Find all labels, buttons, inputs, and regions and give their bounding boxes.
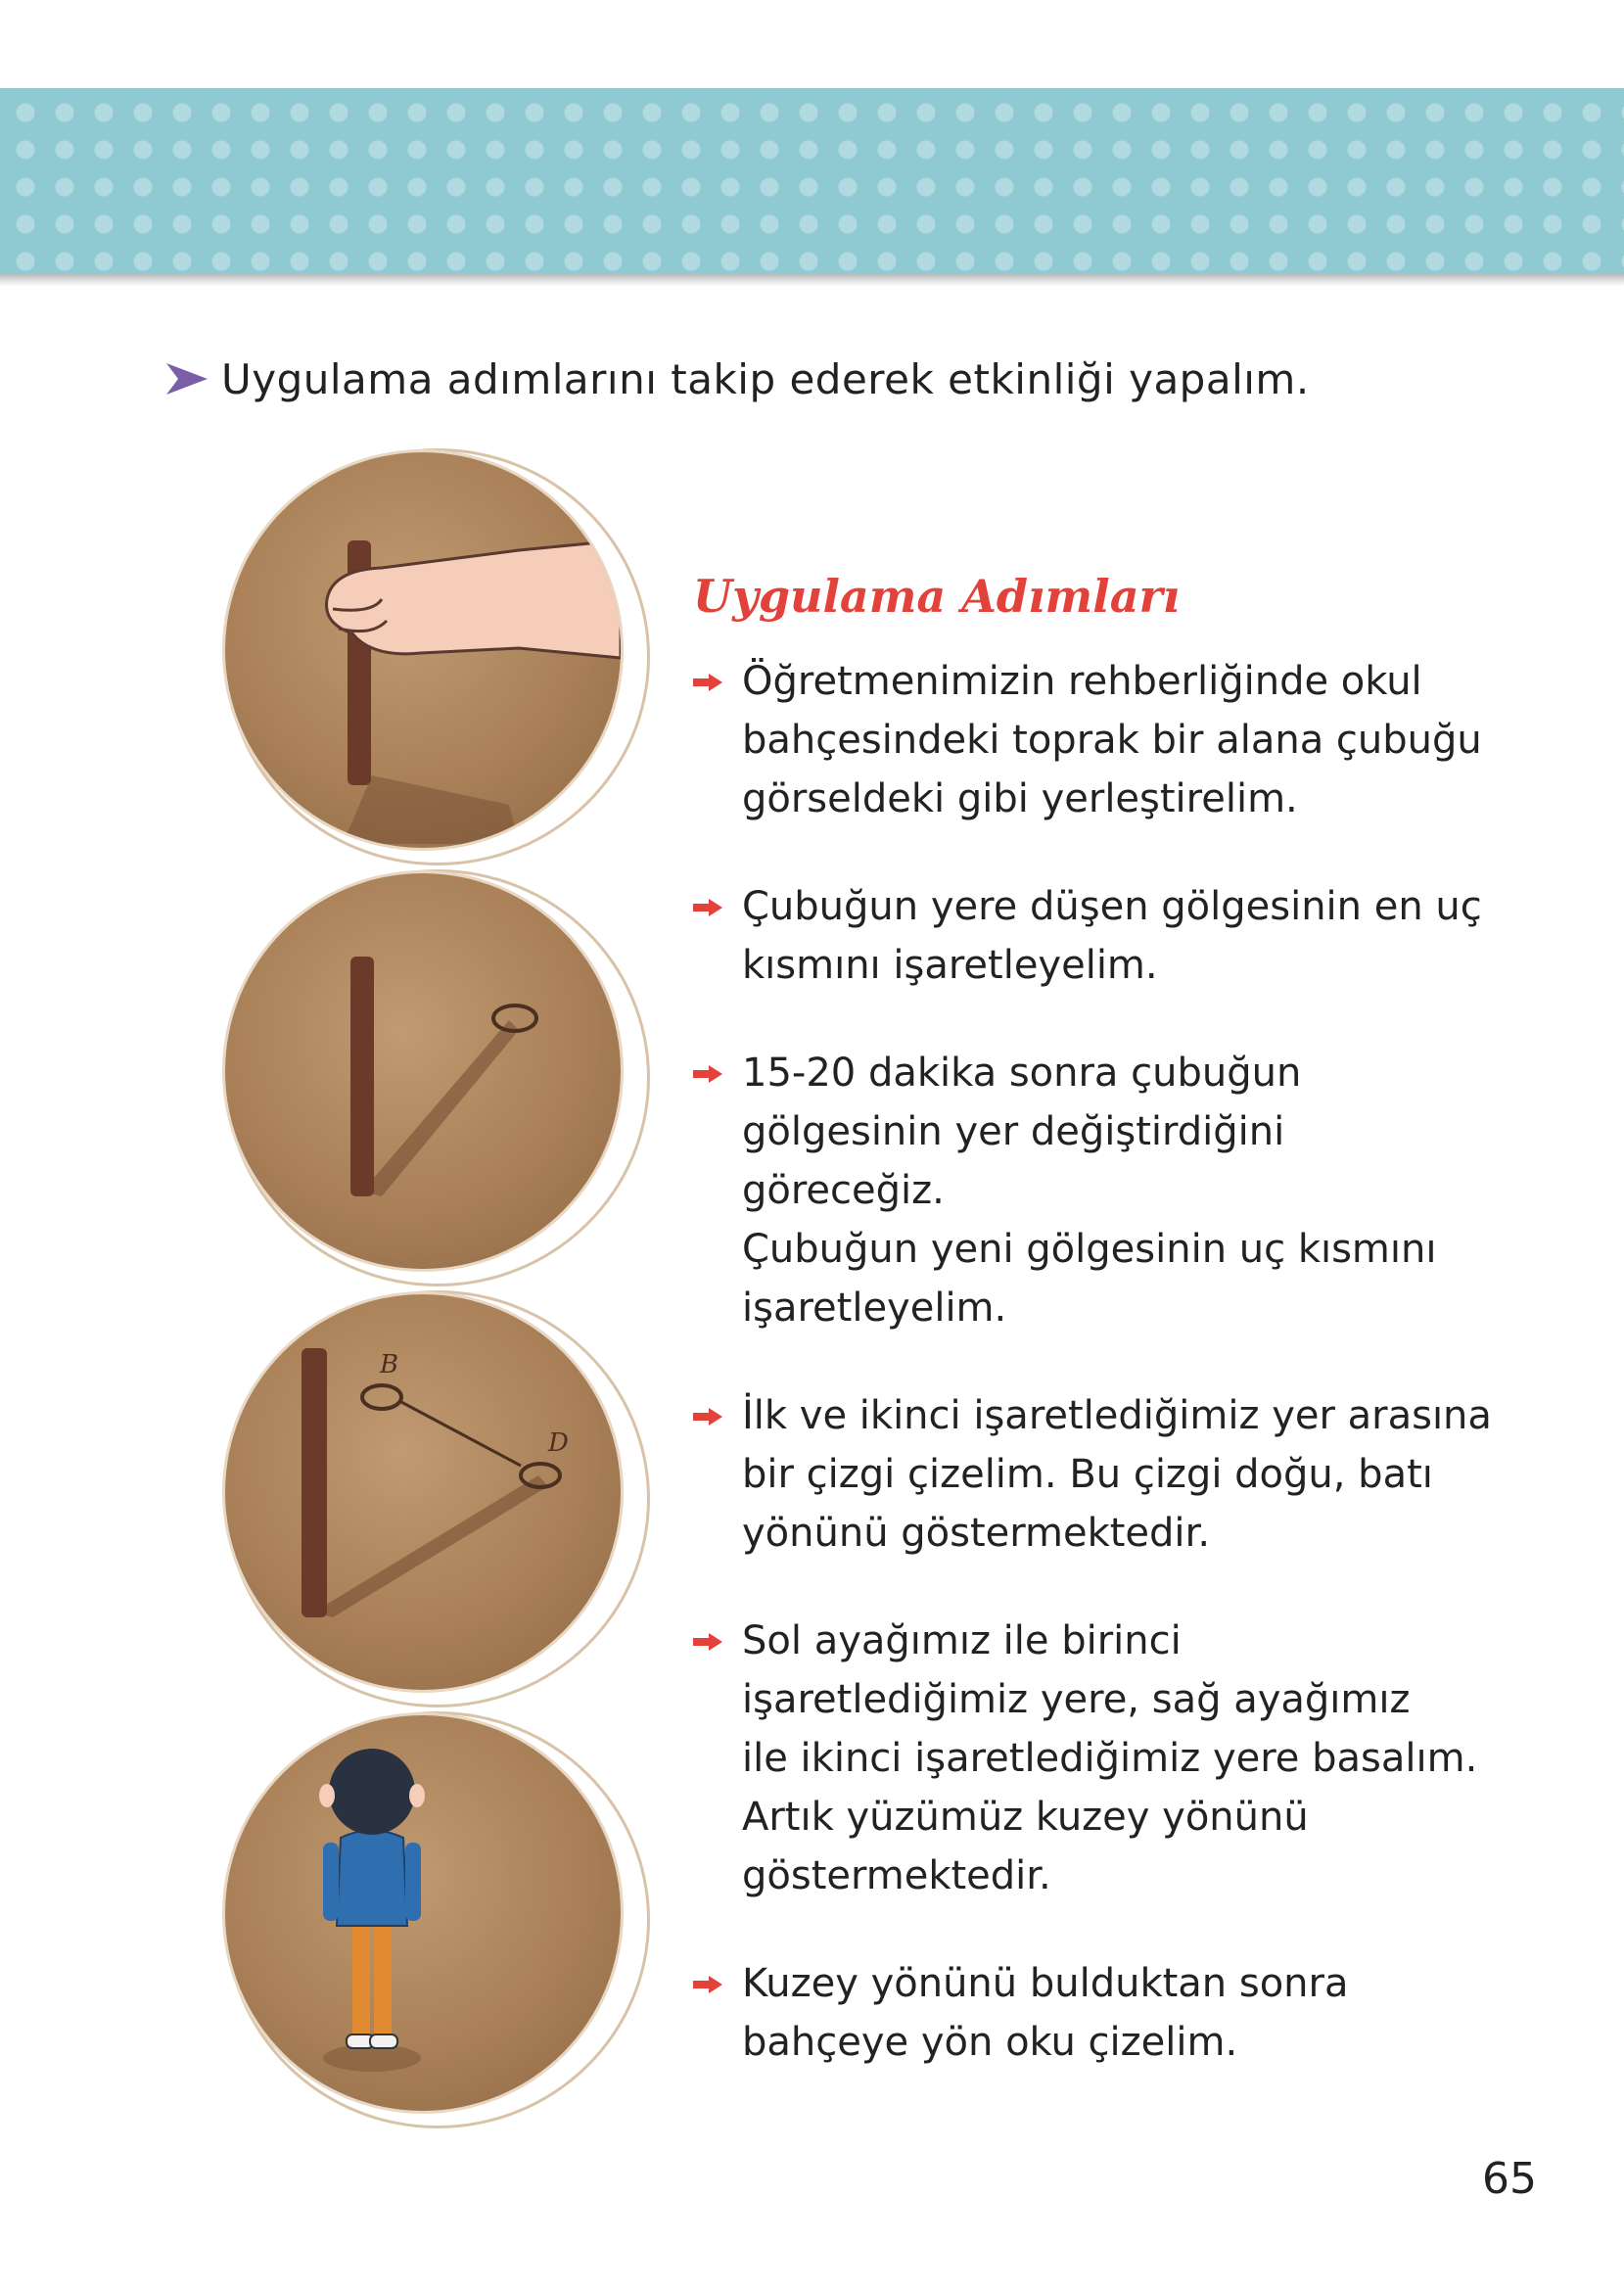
instruction-line [164, 345, 1437, 413]
step-item [693, 1386, 1496, 1563]
step-line: işaretleyelim. [742, 1286, 1007, 1331]
right-arrow-icon [693, 1633, 722, 1651]
child-drawing [225, 1715, 621, 2111]
right-arrow-icon [693, 899, 722, 916]
right-arrow-icon [693, 674, 722, 691]
step-line: yönünü göstermektedir. [742, 1511, 1211, 1556]
right-arrow-icon [693, 1065, 722, 1083]
step-line: gölgesinin yer değiştirdiğini göreceğiz. [742, 1109, 1285, 1213]
step-item [693, 652, 1496, 828]
step-line: 15-20 dakika sonra çubuğun [742, 1051, 1302, 1096]
step-line: Çubuğun yere düşen gölgesinin en uç [742, 884, 1482, 929]
east-west-drawing [225, 1294, 621, 1690]
mark-d-label: D [548, 1428, 569, 1458]
step-item [693, 1954, 1496, 2072]
illustration-east-west-line [225, 1294, 621, 1690]
step-item [693, 877, 1496, 995]
right-arrow-icon [693, 1408, 722, 1426]
right-arrow-icon [693, 1976, 722, 1993]
steps-list [693, 652, 1496, 2072]
step-line: kısmını işaretleyelim. [742, 943, 1158, 988]
hand-stick-drawing [225, 452, 621, 848]
step-line: işaretlediğimiz yere, sağ ayağımız [742, 1677, 1411, 1722]
section-title: Uygulama Adımları [693, 570, 1181, 623]
illustration-shadow-mark [225, 873, 621, 1269]
step-line: bahçeye yön oku çizelim. [742, 2020, 1238, 2065]
arrowhead-icon [164, 359, 209, 398]
page-number: 65 [1482, 2154, 1537, 2204]
step-line: Artık yüzümüz kuzey yönünü [742, 1795, 1309, 1840]
step-line: bir çizgi çizelim. Bu çizgi doğu, batı [742, 1452, 1433, 1497]
illustration-child-facing-north [225, 1715, 621, 2111]
illustration-stick-placing [225, 452, 621, 848]
header-banner [0, 88, 1624, 274]
step-line: Öğretmenimizin rehberliğinde okul [742, 659, 1422, 704]
step-item [693, 1612, 1496, 1905]
banner-shadow [0, 274, 1624, 286]
step-line: göstermektedir. [742, 1853, 1051, 1898]
step-item [693, 1044, 1496, 1337]
instruction-text: Uygulama adımlarını takip ederek etkinliği yapalım. [221, 354, 1310, 403]
step-line: görseldeki gibi yerleştirelim. [742, 776, 1298, 821]
step-line: Sol ayağımız ile birinci [742, 1618, 1182, 1663]
stick-shadow-drawing [225, 873, 621, 1269]
step-line: bahçesindeki toprak bir alana çubuğu [742, 718, 1482, 763]
step-line: ile ikinci işaretlediğimiz yere basalım. [742, 1736, 1478, 1781]
step-line: Çubuğun yeni gölgesinin uç kısmını [742, 1227, 1437, 1272]
mark-b-label: B [380, 1350, 399, 1379]
step-line: İlk ve ikinci işaretlediğimiz yer arasına [742, 1393, 1492, 1438]
step-line: Kuzey yönünü bulduktan sonra [742, 1961, 1349, 2006]
